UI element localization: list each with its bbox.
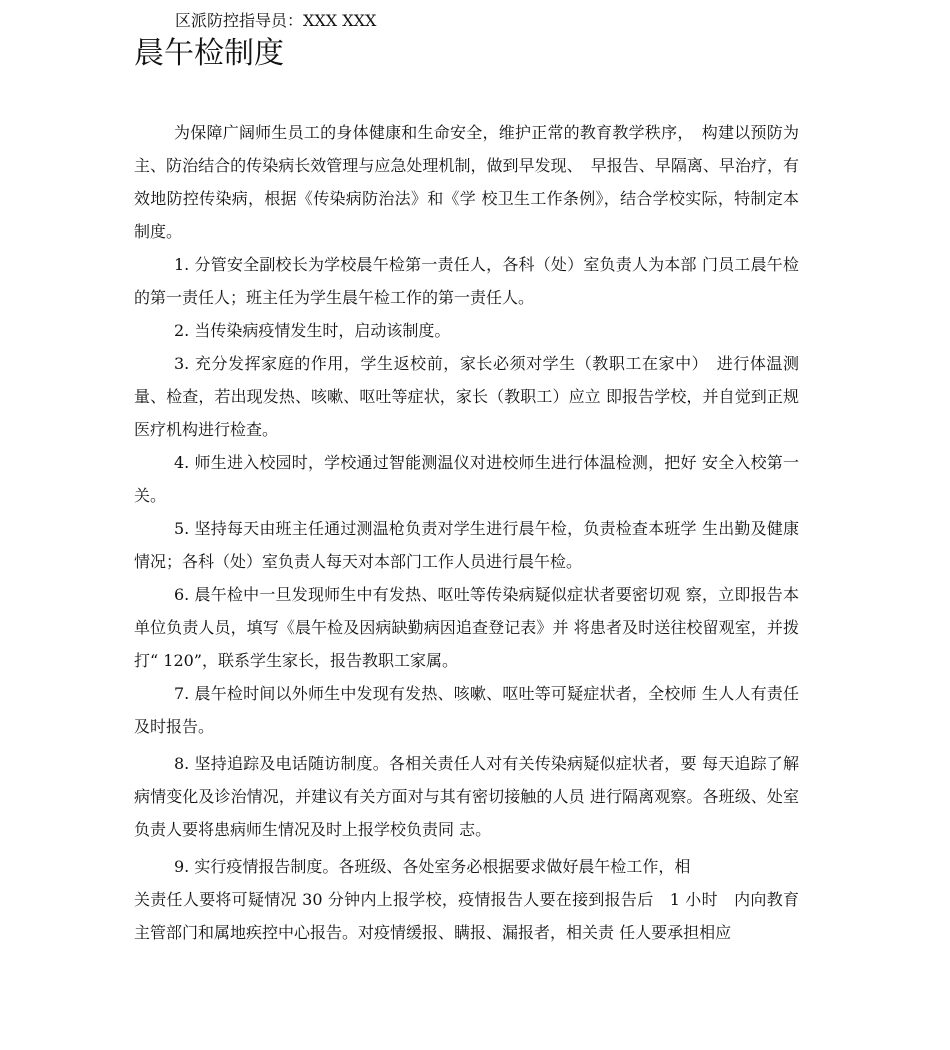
rule-2-paragraph: 2. 当传染病疫情发生时，启动该制度。 [174,321,451,340]
intro-paragraph: 为保障广阔师生员工的身体健康和生命安全，维护正常的教育教学秩序， 构建以预防为主、防治结合的传染病长效管理与应急处理机制，做到早发现、 早报告、早隔离、早治疗，有效地防控传染病，根据《传染病防治法》和《学 校卫生工作条例》，结合学校实际，特制定本制度。 [134,123,799,241]
rule-3-paragraph: 3. 充分发挥家庭的作用，学生返校前，家长必须对学生（教职工在家中） 进行体温测量、检查，若出现发热、咳嗽、呕吐等症状，家长（教职工）应立 即报告学校，并自觉到正规医疗机构进行检查。 [134,354,799,439]
rule-7-paragraph: 7. 晨午检时间以外师生中发现有发热、咳嗽、呕吐等可疑症状者，全校师 生人人有责任及时报告。 [134,684,799,736]
rule-6-paragraph: 6. 晨午检中一旦发现师生中有发热、呕吐等传染病疑似症状者要密切观 察，立即报告本单位负责人员，填写《晨午检及因病缺勤病因追查登记表》并 将患者及时送往校留观室，并拨打“ 120”，联系学生家长，报告教职工家属。 [134,585,799,670]
rule-9-continuation: 关责任人要将可疑情况 30 分钟内上报学校，疫情报告人要在接到报告后 1 小时 内向教育主管部门和属地疾控中心报告。对疫情缓报、瞒报、漏报者，相关责 任人要承担相应 [134,890,799,942]
rule-5-paragraph: 5. 坚持每天由班主任通过测温枪负责对学生进行晨午检，负责检查本班学 生出勤及健康情况；各科（处）室负责人每天对本部门工作人员进行晨午检。 [134,519,799,571]
rule-8-paragraph: 8. 坚持追踪及电话随访制度。各相关责任人对有关传染病疑似症状者，要 每天追踪了解病情变化及诊治情况，并建议有关方面对与其有密切接触的人员 进行隔离观察。各班级、处室负责人要将患病师生情况及时上报学校负责同 志。 [134,754,799,839]
rule-1-paragraph: 1. 分管安全副校长为学校晨午检第一责任人，各科（处）室负责人为本部 门员工晨午检的第一责任人；班主任为学生晨午检工作的第一责任人。 [134,255,799,307]
rule-4-paragraph: 4. 师生进入校园时，学校通过智能测温仪对进校师生进行体温检测，把好 安全入校第一关。 [134,453,799,505]
rule-9-paragraph: 9. 实行疫情报告制度。各班级、各处室务必根据要求做好晨午检工作，相 [174,857,691,876]
epidemic-supervisor-line: 区派防控指导员：XXX XXX [175,11,377,30]
document-body [134,116,799,949]
page-title: 晨午检制度 [134,36,284,71]
